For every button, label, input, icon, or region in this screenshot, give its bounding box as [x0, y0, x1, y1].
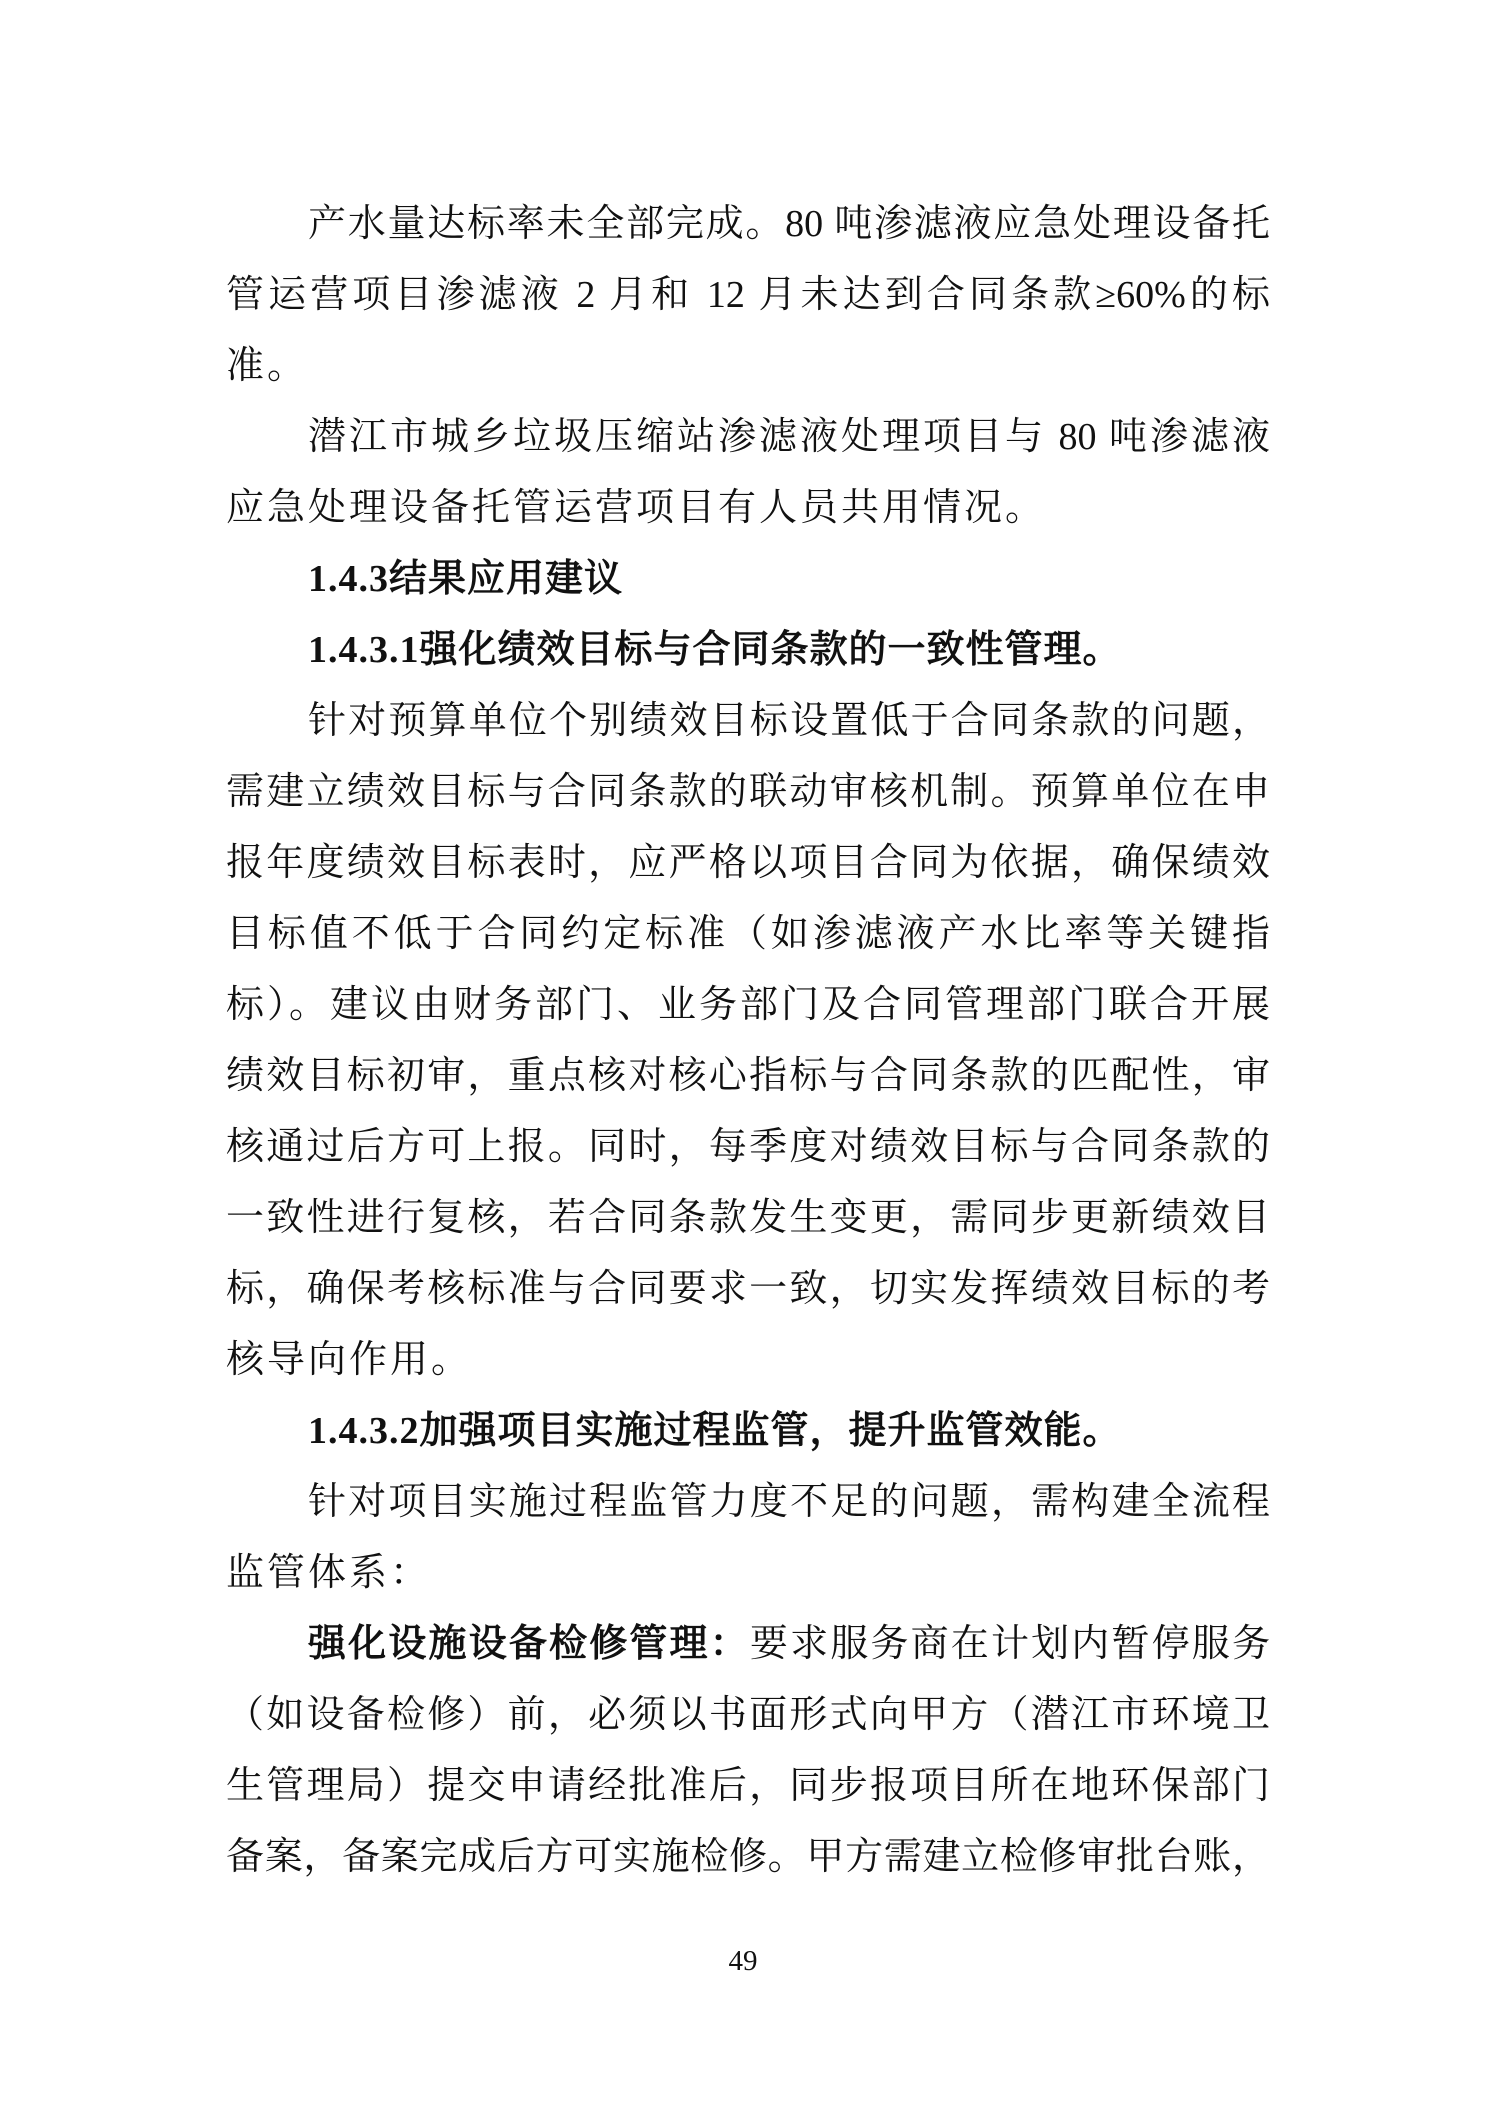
para-5-bold-lead: 强化设施设备检修管理： — [308, 1623, 750, 1665]
para-1-line-3: 准。 — [226, 345, 309, 387]
para-2-line-2: 应急处理设备托管运营项目有人员共用情况。 — [226, 487, 1047, 529]
para-5-line-3: 生管理局）提交申请经批准后，同步报项目所在地环保部门 — [226, 1765, 1270, 1807]
para-5-line-4: 备案，备案完成后方可实施检修。甲方需建立检修审批台账， — [226, 1836, 1270, 1878]
para-2-line-1: 潜江市城乡垃圾压缩站渗滤液处理项目与 80 吨渗滤液 — [308, 416, 1270, 458]
heading-1-4-3-1: 1.4.3.1强化绩效目标与合同条款的一致性管理。 — [308, 629, 1122, 671]
para-4-line-1: 针对项目实施过程监管力度不足的问题，需构建全流程 — [308, 1481, 1270, 1523]
para-5-line-1-rest: 要求服务商在计划内暂停服务 — [749, 1623, 1270, 1665]
para-3-line-3: 报年度绩效目标表时，应严格以项目合同为依据，确保绩效 — [226, 842, 1270, 884]
para-5-line-1 — [226, 1609, 1270, 1680]
para-3-line-4: 目标值不低于合同约定标准（如渗滤液产水比率等关键指 — [226, 913, 1270, 955]
para-3-line-5: 标）。建议由财务部门、业务部门及合同管理部门联合开展 — [226, 984, 1270, 1026]
para-3-line-10: 核导向作用。 — [226, 1339, 473, 1381]
para-3-line-9: 标，确保考核标准与合同要求一致，切实发挥绩效目标的考 — [226, 1268, 1270, 1310]
document-body — [226, 189, 1270, 1893]
heading-1-4-3-2: 1.4.3.2加强项目实施过程监管，提升监管效能。 — [308, 1410, 1122, 1452]
para-3-line-8: 一致性进行复核，若合同条款发生变更，需同步更新绩效目 — [226, 1197, 1270, 1239]
page-number: 49 — [728, 1945, 758, 1977]
para-1-line-2: 管运营项目渗滤液 2 月和 12 月未达到合同条款≥60%的标 — [226, 274, 1270, 316]
para-4-line-2: 监管体系： — [226, 1552, 432, 1594]
para-1-line-1: 产水量达标率未全部完成。80 吨渗滤液应急处理设备托 — [308, 203, 1270, 245]
para-3-line-6: 绩效目标初审，重点核对核心指标与合同条款的匹配性，审 — [226, 1055, 1270, 1097]
heading-1-4-3: 1.4.3结果应用建议 — [308, 558, 624, 600]
para-3-line-1: 针对预算单位个别绩效目标设置低于合同条款的问题， — [308, 700, 1270, 742]
para-5-line-2: （如设备检修）前，必须以书面形式向甲方（潜江市环境卫 — [226, 1694, 1270, 1736]
para-3-line-7: 核通过后方可上报。同时，每季度对绩效目标与合同条款的 — [226, 1126, 1270, 1168]
para-3-line-2: 需建立绩效目标与合同条款的联动审核机制。预算单位在申 — [226, 771, 1270, 813]
